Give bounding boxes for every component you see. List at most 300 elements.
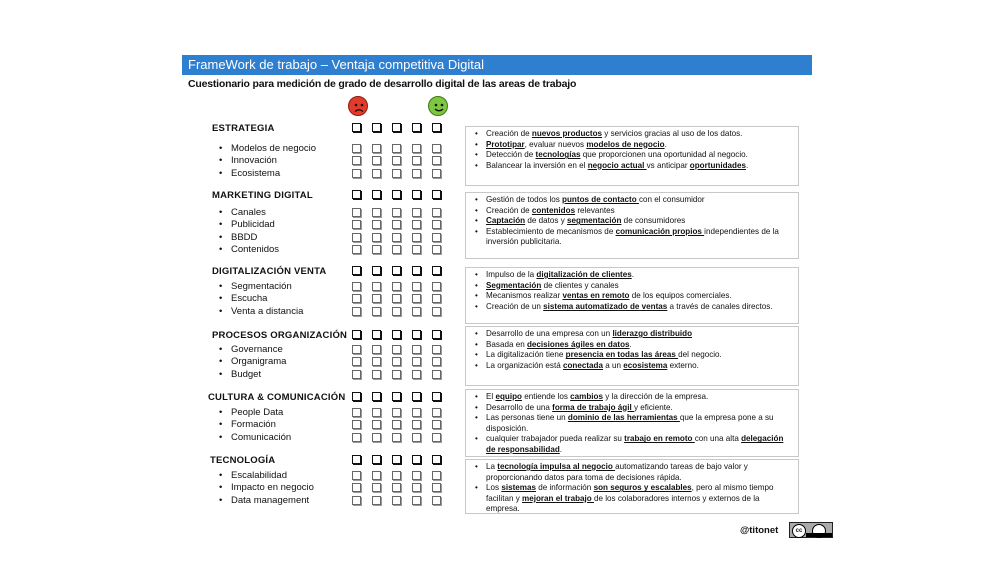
bullet-icon: • bbox=[219, 369, 223, 380]
description-bullet bbox=[486, 140, 792, 151]
keyword-text: mejoran el trabajo bbox=[522, 493, 594, 503]
rating-checkbox-1[interactable] bbox=[352, 345, 361, 354]
keyword-text: negocio actual bbox=[587, 160, 647, 170]
rating-checkbox-3[interactable] bbox=[392, 357, 401, 366]
keyword-text: delegación de responsabilidad bbox=[486, 434, 784, 454]
subitem-label: Publicidad bbox=[231, 219, 275, 230]
rating-checkbox-2[interactable] bbox=[372, 156, 381, 165]
rating-checkbox-2[interactable] bbox=[372, 307, 381, 316]
rating-checkbox-5[interactable] bbox=[432, 294, 441, 303]
description-text: de información bbox=[535, 483, 594, 493]
description-text: independientes de la inversión publicitaria. bbox=[486, 226, 779, 247]
rating-checkbox-5[interactable] bbox=[432, 471, 441, 480]
bullet-icon: • bbox=[219, 168, 223, 179]
rating-checkbox-4[interactable] bbox=[412, 471, 421, 480]
rating-checkbox-1[interactable] bbox=[352, 496, 361, 505]
category-title: CULTURA & COMUNICACIÓN bbox=[208, 392, 346, 403]
rating-checkbox-2[interactable] bbox=[372, 144, 381, 153]
description-text: Establecimiento de mecanismos de bbox=[486, 226, 616, 236]
keyword-text: comunicación propios bbox=[615, 226, 705, 236]
description-text: y eficiente. bbox=[634, 402, 673, 412]
subitem-rating-row bbox=[352, 433, 452, 444]
rating-checkbox-5[interactable] bbox=[432, 123, 441, 132]
rating-checkbox-5[interactable] bbox=[432, 233, 441, 242]
rating-checkbox-4[interactable] bbox=[412, 156, 421, 165]
rating-checkbox-4[interactable] bbox=[412, 433, 421, 442]
rating-checkbox-3[interactable] bbox=[392, 330, 401, 339]
subitem-rating-row bbox=[352, 233, 452, 244]
rating-checkbox-1[interactable] bbox=[352, 307, 361, 316]
rating-checkbox-1[interactable] bbox=[352, 330, 361, 339]
rating-checkbox-1[interactable] bbox=[352, 266, 361, 275]
rating-checkbox-3[interactable] bbox=[392, 307, 401, 316]
rating-checkbox-5[interactable] bbox=[432, 208, 441, 217]
rating-checkbox-3[interactable] bbox=[392, 156, 401, 165]
subitem-rating-row bbox=[352, 144, 452, 155]
description-text: Desarrollo de una empresa con un bbox=[486, 329, 613, 338]
happy-face-icon bbox=[428, 96, 448, 116]
subitem bbox=[219, 219, 275, 230]
rating-checkbox-1[interactable] bbox=[352, 433, 361, 442]
description-bullet bbox=[486, 281, 792, 292]
subitem-label: Data management bbox=[231, 495, 310, 506]
description-bullet bbox=[486, 392, 792, 403]
description-bullet bbox=[486, 361, 792, 372]
rating-checkbox-5[interactable] bbox=[432, 156, 441, 165]
rating-checkbox-2[interactable] bbox=[372, 220, 381, 229]
keyword-text: ecosistema bbox=[623, 360, 668, 370]
description-text: de los equipos comerciales. bbox=[629, 291, 732, 301]
rating-checkbox-2[interactable] bbox=[372, 471, 381, 480]
subitem-label: Venta a distancia bbox=[231, 306, 304, 317]
rating-checkbox-4[interactable] bbox=[412, 282, 421, 291]
description-text: La digitalización tiene bbox=[486, 350, 566, 360]
description-bullet bbox=[486, 291, 792, 302]
category-description-box bbox=[465, 326, 799, 386]
description-text: Impulso de la bbox=[486, 270, 537, 279]
bullet-icon: • bbox=[219, 344, 223, 355]
subitem-rating-row bbox=[352, 370, 452, 381]
description-list bbox=[474, 270, 792, 312]
keyword-text: segmentación bbox=[567, 216, 622, 226]
cc-by-license-icon bbox=[789, 522, 833, 538]
rating-checkbox-3[interactable] bbox=[392, 123, 401, 132]
subitem-rating-row bbox=[352, 220, 452, 231]
rating-checkbox-5[interactable] bbox=[432, 433, 441, 442]
rating-checkbox-1[interactable] bbox=[352, 420, 361, 429]
description-text: El bbox=[486, 392, 496, 401]
description-bullet bbox=[486, 161, 792, 172]
rating-checkbox-3[interactable] bbox=[392, 245, 401, 254]
subitem-rating-row bbox=[352, 156, 452, 167]
category-rating-row bbox=[352, 455, 452, 466]
rating-checkbox-2[interactable] bbox=[372, 233, 381, 242]
rating-checkbox-4[interactable] bbox=[412, 220, 421, 229]
rating-checkbox-3[interactable] bbox=[392, 294, 401, 303]
subitem bbox=[219, 168, 280, 179]
bullet-icon: • bbox=[219, 306, 223, 317]
rating-checkbox-4[interactable] bbox=[412, 307, 421, 316]
rating-checkbox-5[interactable] bbox=[432, 307, 441, 316]
category-rating-row bbox=[352, 266, 452, 277]
keyword-text: cambios bbox=[570, 392, 603, 401]
bullet-icon: • bbox=[219, 470, 223, 481]
subitem bbox=[219, 155, 277, 166]
description-text: relevantes bbox=[575, 205, 615, 215]
category-rating-row bbox=[352, 190, 452, 201]
subitem-label: BBDD bbox=[231, 232, 258, 243]
subitem-label: People Data bbox=[231, 407, 284, 418]
bullet-icon: • bbox=[219, 207, 223, 218]
subitem-label: Contenidos bbox=[231, 244, 280, 255]
rating-checkbox-2[interactable] bbox=[372, 208, 381, 217]
rating-checkbox-1[interactable] bbox=[352, 282, 361, 291]
rating-checkbox-2[interactable] bbox=[372, 294, 381, 303]
description-text: Creación de bbox=[486, 129, 532, 138]
rating-checkbox-5[interactable] bbox=[432, 420, 441, 429]
subitem bbox=[219, 432, 291, 443]
rating-checkbox-4[interactable] bbox=[412, 420, 421, 429]
subitem-rating-row bbox=[352, 282, 452, 293]
category-title: MARKETING DIGITAL bbox=[212, 190, 313, 201]
rating-checkbox-2[interactable] bbox=[372, 245, 381, 254]
keyword-text: tecnologías bbox=[535, 150, 581, 160]
rating-checkbox-3[interactable] bbox=[392, 233, 401, 242]
bullet-icon: • bbox=[219, 293, 223, 304]
category-title: DIGITALIZACIÓN VENTA bbox=[212, 266, 327, 277]
description-bullet bbox=[486, 227, 792, 248]
description-list bbox=[474, 392, 792, 456]
description-text: La bbox=[486, 462, 498, 471]
framework-title-banner: FrameWork de trabajo – Ventaja competitiva Digital bbox=[182, 55, 812, 75]
rating-checkbox-5[interactable] bbox=[432, 408, 441, 417]
keyword-text: puntos de contacto bbox=[562, 195, 639, 204]
rating-checkbox-5[interactable] bbox=[432, 282, 441, 291]
description-text: de clientes y canales bbox=[541, 280, 619, 290]
description-text: . bbox=[746, 160, 749, 170]
rating-checkbox-3[interactable] bbox=[392, 144, 401, 153]
description-text: , pero al mismo tiempo facilitan y bbox=[486, 483, 774, 503]
category-title: TECNOLOGÍA bbox=[210, 455, 276, 466]
bullet-icon: • bbox=[219, 219, 223, 230]
rating-checkbox-3[interactable] bbox=[392, 370, 401, 379]
rating-checkbox-3[interactable] bbox=[392, 420, 401, 429]
category-rating-row bbox=[352, 330, 452, 341]
subitem-rating-row bbox=[352, 420, 452, 431]
bullet-icon: • bbox=[219, 244, 223, 255]
description-text: externo. bbox=[667, 360, 699, 370]
keyword-text: forma de trabajo ágil bbox=[552, 402, 634, 412]
rating-checkbox-4[interactable] bbox=[412, 330, 421, 339]
description-list bbox=[474, 195, 792, 248]
rating-checkbox-2[interactable] bbox=[372, 483, 381, 492]
rating-checkbox-1[interactable] bbox=[352, 483, 361, 492]
description-text: , evaluar nuevos bbox=[524, 139, 587, 149]
rating-checkbox-1[interactable] bbox=[352, 471, 361, 480]
keyword-text: tecnología impulsa al negocio bbox=[497, 462, 616, 471]
description-bullet bbox=[486, 329, 792, 340]
rating-checkbox-1[interactable] bbox=[352, 190, 361, 199]
rating-checkbox-4[interactable] bbox=[412, 408, 421, 417]
rating-checkbox-5[interactable] bbox=[432, 455, 441, 464]
subitem bbox=[219, 482, 314, 493]
rating-checkbox-1[interactable] bbox=[352, 370, 361, 379]
rating-checkbox-2[interactable] bbox=[372, 433, 381, 442]
rating-checkbox-4[interactable] bbox=[412, 208, 421, 217]
rating-checkbox-2[interactable] bbox=[372, 345, 381, 354]
rating-checkbox-1[interactable] bbox=[352, 233, 361, 242]
subitem-rating-row bbox=[352, 408, 452, 419]
description-bullet bbox=[486, 206, 792, 217]
rating-checkbox-2[interactable] bbox=[372, 330, 381, 339]
subitem-label: Budget bbox=[231, 369, 262, 380]
description-text: Gestión de todos los bbox=[486, 195, 563, 204]
description-bullet bbox=[486, 195, 792, 206]
rating-checkbox-3[interactable] bbox=[392, 266, 401, 275]
keyword-text: oportunidades bbox=[689, 160, 747, 170]
rating-checkbox-4[interactable] bbox=[412, 496, 421, 505]
description-text: que proporcionen una oportunidad al negocio. bbox=[580, 150, 748, 160]
description-text: que la empresa pone a su disposición. bbox=[486, 413, 774, 433]
keyword-text: liderazgo distribuido bbox=[612, 329, 693, 338]
rating-checkbox-1[interactable] bbox=[352, 220, 361, 229]
description-text: a través de canales directos. bbox=[667, 301, 773, 311]
subitem bbox=[219, 293, 267, 304]
bullet-icon: • bbox=[219, 143, 223, 154]
rating-checkbox-2[interactable] bbox=[372, 266, 381, 275]
description-text: automatizando tareas de bajo valor y proporcionando datos para toma de decisiones rápida. bbox=[486, 462, 748, 482]
subitem bbox=[219, 470, 287, 481]
rating-checkbox-2[interactable] bbox=[372, 282, 381, 291]
rating-checkbox-5[interactable] bbox=[432, 370, 441, 379]
rating-checkbox-3[interactable] bbox=[392, 190, 401, 199]
keyword-text: contenidos bbox=[531, 205, 576, 215]
cc-icon: cc bbox=[792, 524, 806, 538]
keyword-text: sistemas bbox=[501, 483, 536, 493]
keyword-text: trabajo en remoto bbox=[624, 434, 695, 444]
rating-checkbox-1[interactable] bbox=[352, 144, 361, 153]
subitem-rating-row bbox=[352, 245, 452, 256]
rating-checkbox-5[interactable] bbox=[432, 496, 441, 505]
category-description-box bbox=[465, 459, 799, 514]
subitem-label: Escalabilidad bbox=[231, 470, 287, 481]
subitem-label: Governance bbox=[231, 344, 283, 355]
bullet-icon: • bbox=[219, 495, 223, 506]
rating-checkbox-4[interactable] bbox=[412, 190, 421, 199]
description-text: de los colaboradores internos y externos de la empresa. bbox=[486, 493, 760, 514]
keyword-text: Segmentación bbox=[486, 280, 542, 290]
subitem-rating-row bbox=[352, 345, 452, 356]
keyword-text: digitalización de clientes bbox=[536, 270, 632, 279]
rating-checkbox-5[interactable] bbox=[432, 357, 441, 366]
subitem bbox=[219, 244, 279, 255]
subitem-rating-row bbox=[352, 169, 452, 180]
rating-checkbox-2[interactable] bbox=[372, 370, 381, 379]
bullet-icon: • bbox=[219, 407, 223, 418]
subitem-label: Innovación bbox=[231, 155, 277, 166]
rating-checkbox-1[interactable] bbox=[352, 357, 361, 366]
subitem-label: Impacto en negocio bbox=[231, 482, 314, 493]
rating-checkbox-2[interactable] bbox=[372, 455, 381, 464]
questionnaire-subtitle: Cuestionario para medición de grado de desarrollo digital de las areas de trabajo bbox=[188, 78, 577, 90]
rating-checkbox-5[interactable] bbox=[432, 392, 441, 401]
rating-checkbox-3[interactable] bbox=[392, 169, 401, 178]
keyword-text: nuevos productos bbox=[531, 129, 603, 138]
rating-checkbox-5[interactable] bbox=[432, 245, 441, 254]
subitem bbox=[219, 356, 286, 367]
bullet-icon: • bbox=[219, 281, 223, 292]
keyword-text: Captación bbox=[486, 216, 526, 226]
rating-checkbox-1[interactable] bbox=[352, 455, 361, 464]
subitem-label: Escucha bbox=[231, 293, 268, 304]
subitem bbox=[219, 344, 283, 355]
rating-checkbox-4[interactable] bbox=[412, 245, 421, 254]
description-text: Detección de bbox=[486, 150, 536, 160]
rating-checkbox-5[interactable] bbox=[432, 220, 441, 229]
rating-checkbox-4[interactable] bbox=[412, 144, 421, 153]
subitem-label: Organigrama bbox=[231, 356, 287, 367]
rating-checkbox-4[interactable] bbox=[412, 294, 421, 303]
description-bullet bbox=[486, 302, 792, 313]
category-title: PROCESOS ORGANIZACIÓN bbox=[212, 330, 348, 341]
rating-checkbox-2[interactable] bbox=[372, 357, 381, 366]
rating-checkbox-3[interactable] bbox=[392, 496, 401, 505]
subitem-rating-row bbox=[352, 208, 452, 219]
description-text: con el consumidor bbox=[638, 195, 705, 204]
rating-checkbox-3[interactable] bbox=[392, 220, 401, 229]
rating-checkbox-5[interactable] bbox=[432, 190, 441, 199]
rating-checkbox-3[interactable] bbox=[392, 471, 401, 480]
rating-checkbox-2[interactable] bbox=[372, 169, 381, 178]
keyword-text: equipo bbox=[495, 392, 522, 401]
rating-checkbox-5[interactable] bbox=[432, 144, 441, 153]
description-bullet bbox=[486, 350, 792, 361]
rating-checkbox-1[interactable] bbox=[352, 408, 361, 417]
description-text: de datos y bbox=[525, 216, 567, 226]
description-text: Basada en bbox=[486, 339, 527, 349]
description-text: Los bbox=[486, 483, 502, 493]
keyword-text: Prototipar bbox=[486, 139, 525, 149]
description-text: y servicios gracias al uso de los datos. bbox=[602, 129, 743, 138]
rating-checkbox-2[interactable] bbox=[372, 420, 381, 429]
keyword-text: decisiones ágiles en datos bbox=[526, 339, 630, 349]
rating-checkbox-4[interactable] bbox=[412, 392, 421, 401]
description-bullet bbox=[486, 340, 792, 351]
rating-checkbox-4[interactable] bbox=[412, 483, 421, 492]
rating-checkbox-2[interactable] bbox=[372, 123, 381, 132]
rating-checkbox-1[interactable] bbox=[352, 245, 361, 254]
category-title: ESTRATEGIA bbox=[212, 123, 275, 134]
subitem bbox=[219, 143, 316, 154]
rating-checkbox-1[interactable] bbox=[352, 156, 361, 165]
keyword-text: sistema automatizado de ventas bbox=[543, 301, 668, 311]
description-bullet bbox=[486, 150, 792, 161]
keyword-text: conectada bbox=[562, 360, 603, 370]
rating-checkbox-4[interactable] bbox=[412, 233, 421, 242]
keyword-text: dominio de las herramientas bbox=[567, 413, 680, 423]
description-text: Desarrollo de una bbox=[486, 402, 553, 412]
description-bullet bbox=[486, 270, 792, 281]
rating-checkbox-4[interactable] bbox=[412, 455, 421, 464]
description-text: La organización está bbox=[486, 360, 563, 370]
license-strip bbox=[806, 533, 832, 537]
description-bullet bbox=[486, 413, 792, 434]
rating-checkbox-1[interactable] bbox=[352, 294, 361, 303]
rating-checkbox-4[interactable] bbox=[412, 123, 421, 132]
description-text: y la dirección de la empresa. bbox=[602, 392, 709, 401]
category-description-box bbox=[465, 126, 799, 186]
description-list bbox=[474, 329, 792, 371]
rating-checkbox-3[interactable] bbox=[392, 483, 401, 492]
subitem-rating-row bbox=[352, 496, 452, 507]
rating-checkbox-5[interactable] bbox=[432, 330, 441, 339]
rating-checkbox-3[interactable] bbox=[392, 208, 401, 217]
description-bullet bbox=[486, 483, 792, 515]
rating-checkbox-5[interactable] bbox=[432, 169, 441, 178]
rating-checkbox-4[interactable] bbox=[412, 266, 421, 275]
rating-checkbox-5[interactable] bbox=[432, 266, 441, 275]
subitem-label: Modelos de negocio bbox=[231, 143, 317, 154]
rating-checkbox-3[interactable] bbox=[392, 282, 401, 291]
description-list bbox=[474, 462, 792, 515]
subitem-label: Canales bbox=[231, 207, 266, 218]
description-text: . bbox=[664, 139, 667, 149]
rating-checkbox-5[interactable] bbox=[432, 483, 441, 492]
description-text: con una alta bbox=[694, 434, 742, 444]
description-text: de consumidores bbox=[621, 216, 686, 226]
subitem bbox=[219, 369, 261, 380]
subitem bbox=[219, 207, 266, 218]
description-text: entiende los bbox=[521, 392, 571, 401]
rating-checkbox-4[interactable] bbox=[412, 357, 421, 366]
description-text: Creación de bbox=[486, 205, 532, 215]
description-text: del negocio. bbox=[678, 350, 722, 360]
keyword-text: son seguros y escalables bbox=[593, 483, 692, 493]
description-bullet bbox=[486, 434, 792, 455]
rating-checkbox-1[interactable] bbox=[352, 208, 361, 217]
bullet-icon: • bbox=[219, 482, 223, 493]
rating-checkbox-5[interactable] bbox=[432, 345, 441, 354]
rating-checkbox-2[interactable] bbox=[372, 496, 381, 505]
category-description-box bbox=[465, 389, 799, 457]
rating-checkbox-2[interactable] bbox=[372, 408, 381, 417]
description-text: . bbox=[559, 444, 563, 454]
rating-checkbox-3[interactable] bbox=[392, 408, 401, 417]
subitem-rating-row bbox=[352, 294, 452, 305]
rating-checkbox-3[interactable] bbox=[392, 433, 401, 442]
description-list bbox=[474, 129, 792, 171]
description-text: Mecanismos realizar bbox=[486, 291, 563, 301]
subitem bbox=[219, 306, 303, 317]
rating-checkbox-3[interactable] bbox=[392, 345, 401, 354]
subitem-rating-row bbox=[352, 357, 452, 368]
rating-checkbox-1[interactable] bbox=[352, 169, 361, 178]
subitem bbox=[219, 419, 276, 430]
rating-checkbox-4[interactable] bbox=[412, 169, 421, 178]
rating-checkbox-4[interactable] bbox=[412, 370, 421, 379]
subitem-rating-row bbox=[352, 483, 452, 494]
rating-checkbox-3[interactable] bbox=[392, 392, 401, 401]
subitem-rating-row bbox=[352, 471, 452, 482]
rating-checkbox-1[interactable] bbox=[352, 392, 361, 401]
rating-checkbox-1[interactable] bbox=[352, 123, 361, 132]
rating-checkbox-3[interactable] bbox=[392, 455, 401, 464]
bullet-icon: • bbox=[219, 232, 223, 243]
subitem-label: Formación bbox=[231, 419, 276, 430]
rating-checkbox-4[interactable] bbox=[412, 345, 421, 354]
rating-checkbox-2[interactable] bbox=[372, 190, 381, 199]
rating-checkbox-2[interactable] bbox=[372, 392, 381, 401]
